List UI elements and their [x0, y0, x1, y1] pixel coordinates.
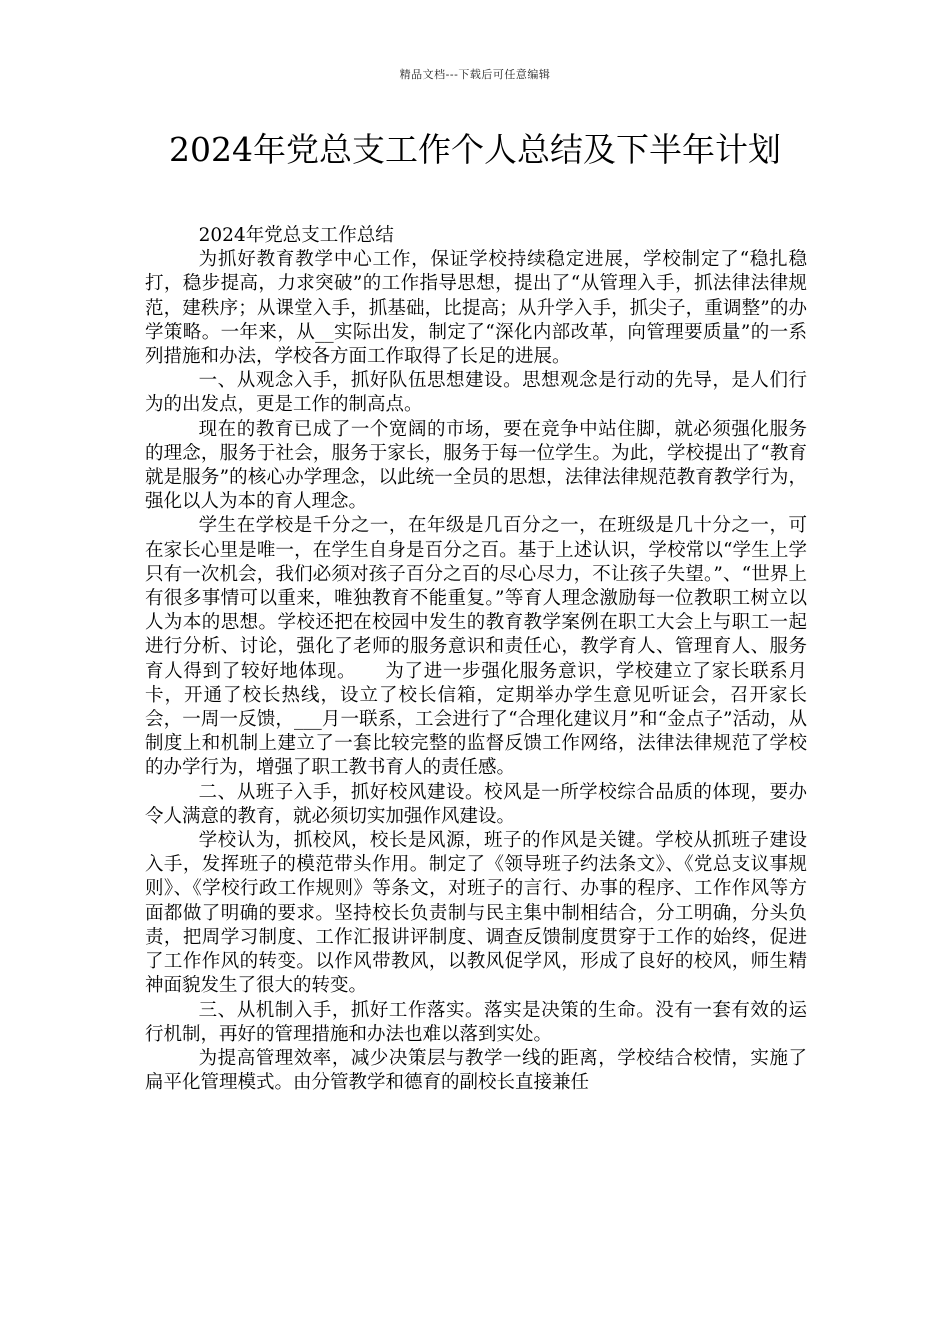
paragraph-student-first: 学生在学校是千分之一，在年级是几百分之一，在班级是几十分之一，可在家长心里是唯一，在学生自身是百分之百。基于上述认识，学校常以“学生上学只有一次机会，我们必须对孩子百分之百的尽心尽力，不让孩子失望。”、“世界上有很多事情可以重来，唯独教育不能重复。”等育人理念激励每一位教职工树立以人为本的思想。学校还把在校园中发生的教育教学案例在职工大会上与职工一起进行分析、讨论，强化了老师的服务意识和责任心，教学育人、管理育人、服务育人得到了较好地体现。 为了进一步强化服务意识，学校建立了家长联系月卡，开通了校长热线，设立了校长信箱，定期举办学生意见听证会，召开家长会，一周一反馈，___月一联系，工会进行了“合理化建议月”和“金点子”活动，从制度上和机制上建立了一套比较完整的监督反馈工作网络，法律法律规范了学校的办学行为，增强了职工教书育人的责任感。: [145, 515, 807, 779]
paragraph-section-one-heading: 一、从观念入手，抓好队伍思想建设。思想观念是行动的先导，是人们行为的出发点，更是工作的制高点。: [145, 370, 807, 416]
paragraph-section-two-heading: 二、从班子入手，抓好校风建设。校风是一所学校综合品质的体现，要办令人满意的教育，就必须切实加强作风建设。: [145, 781, 807, 827]
paragraph-flat-management: 为提高管理效率，减少决策层与教学一线的距离，学校结合校情，实施了扁平化管理模式。由分管教学和德育的副校长直接兼任: [145, 1047, 807, 1094]
header-note: 精品文档---下载后可任意编辑: [399, 68, 551, 81]
section-subtitle: 2024年党总支工作总结: [198, 225, 394, 246]
paragraph-section-three-heading: 三、从机制入手，抓好工作落实。落实是决策的生命。没有一套有效的运行机制，再好的管理措施和办法也难以落到实处。: [145, 999, 807, 1045]
paragraph-service-concept: 现在的教育已成了一个宽阔的市场，要在竞争中站住脚，就必须强化服务的理念，服务于社会，服务于家长，服务于每一位学生。为此，学校提出了“教育就是服务”的核心办学理念，以此统一全员的思想，法律法律规范教育教学行为，强化以人为本的育人理念。: [145, 418, 807, 513]
document-title: 2024年党总支工作个人总结及下半年计划: [169, 130, 781, 169]
paragraph-leadership: 学校认为，抓校风，校长是风源，班子的作风是关键。学校从抓班子建设入手，发挥班子的模范带头作用。制定了《领导班子约法条文》、《党总支议事规则》、《学校行政工作规则》等条文，对班子的言行、办事的程序、工作作风等方面都做了明确的要求。坚持校长负责制与民主集中制相结合，分工明确，分头负责，把周学习制度、工作汇报讲评制度、调查反馈制度贯穿于工作的始终，促进了工作作风的转变。以作风带教风，以教风促学风，形成了良好的校风，师生精神面貌发生了很大的转变。: [145, 830, 807, 997]
document-body: [145, 224, 807, 1095]
paragraph-intro: 为抓好教育教学中心工作，保证学校持续稳定进展，学校制定了“稳扎稳打，稳步提高，力求突破”的工作指导思想，提出了“从管理入手，抓法律法律规范，建秩序；从课堂入手，抓基础，比提高；从升学入手，抓尖子，重调整”的办学策略。一年来，从__实际出发，制定了“深化内部改革，向管理要质量”的一系列措施和办法，学校各方面工作取得了长足的进展。: [145, 249, 807, 368]
